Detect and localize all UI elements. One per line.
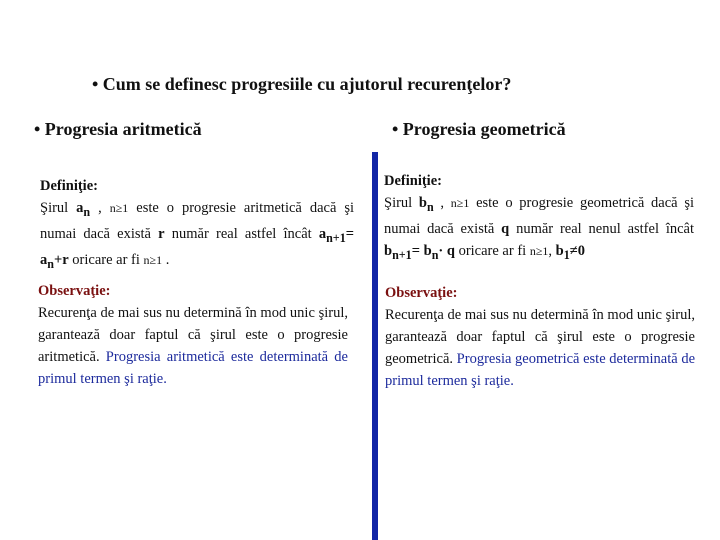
- observation-highlight: Progresia aritmetică este determinată de primul termen şi raţie.: [38, 349, 348, 387]
- observation-text: Recurenţa de mai sus nu determină în mod unic şirul, garantează doar faptul că şirul este o progresie aritmetică.: [38, 305, 348, 365]
- definition-label: Definiţie:: [40, 178, 98, 194]
- first-term-condition: $b_1\ne 0$: [555, 242, 585, 262]
- def-text: oricare ar fi: [68, 251, 144, 268]
- condition-n: n≥1: [143, 252, 163, 267]
- observation-label: Observaţie:: [38, 283, 111, 299]
- observation-highlight: Progresia geometrică este determinată de primul termen şi raţie.: [385, 351, 696, 389]
- def-text: .: [162, 251, 170, 268]
- column-divider: [372, 152, 378, 540]
- def-text: ,: [433, 195, 451, 211]
- recurrence-formula: $b_{n+1}= b_n\cdot q$: [384, 242, 455, 262]
- geometric-definition: [384, 170, 694, 266]
- def-text: oricare ar fi: [454, 242, 530, 259]
- observation-text: Recurenţa de mai sus nu determină în mod unic şirul, garantează doar faptul că şirul este o progresie geometrică.: [385, 307, 695, 367]
- ratio-q: q: [501, 220, 510, 237]
- term-a-n: $a_n$: [76, 200, 91, 219]
- def-text: este o progresie aritmetică dacă şi numai dacă există: [40, 200, 355, 242]
- def-text: număr real astfel încât: [164, 225, 319, 242]
- def-text: Şirul: [384, 195, 419, 211]
- condition-n: n≥1: [529, 243, 549, 258]
- heading-geometric-progression: • Progresia geometrică: [392, 119, 566, 139]
- def-text: ,: [548, 242, 556, 259]
- ratio-r: r: [158, 225, 165, 242]
- arithmetic-observation: [38, 280, 348, 390]
- term-b-n: $b_n$: [418, 195, 434, 214]
- observation-label: Observaţie:: [385, 285, 458, 301]
- def-text: este o progresie geometrică dacă şi numai dacă există: [384, 195, 694, 237]
- def-text: Şirul: [40, 200, 77, 216]
- recurrence-formula: $a_{n+1}= a_n+r$: [40, 225, 354, 271]
- condition-n: n≥1: [109, 201, 129, 215]
- condition-n: n≥1: [450, 196, 470, 210]
- slide-title: • Cum se definesc progresiile cu ajutorul recurenţelor?: [92, 74, 512, 94]
- def-text: ,: [90, 200, 110, 216]
- heading-arithmetic-progression: • Progresia aritmetică: [34, 119, 202, 139]
- arithmetic-definition: [40, 175, 354, 275]
- def-text: număr real nenul astfel încât: [509, 220, 694, 237]
- geometric-observation: [385, 282, 695, 392]
- definition-label: Definiţie:: [384, 173, 442, 189]
